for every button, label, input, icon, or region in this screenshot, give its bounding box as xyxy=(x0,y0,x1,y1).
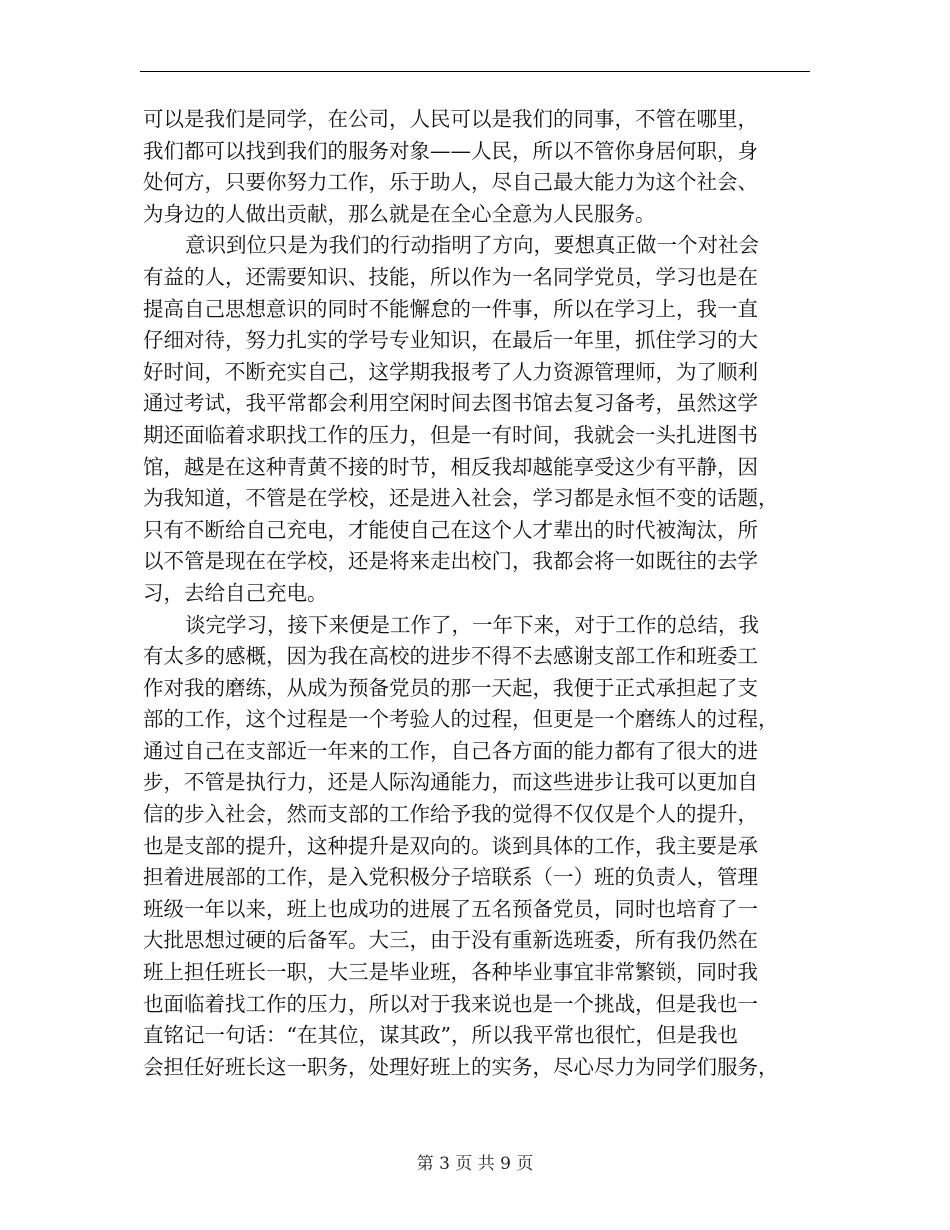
text-line: 班上担任班长一职，大三是毕业班，各种毕业事宜非常繁锁，同时我 xyxy=(143,960,758,985)
text-line: 可以是我们是同学，在公司，人民可以是我们的同事，不管在哪里， xyxy=(143,107,758,131)
page-footer: 第 3 页 共 9 页 xyxy=(416,1154,534,1174)
text-line: 信的步入社会，然而支部的工作给予我的觉得不仅仅是个人的提升， xyxy=(143,802,758,827)
text-line: 通过自己在支部近一年来的工作，自己各方面的能力都有了很大的进 xyxy=(143,738,758,763)
text-line: 处何方，只要你努力工作，乐于助人，尽自己最大能力为这个社会、 xyxy=(143,170,758,195)
text-line: 馆，越是在这种青黄不接的时节，相反我却越能享受这少有平静，因 xyxy=(143,454,758,479)
text-line: 通过考试，我平常都会利用空闲时间去图书馆去复习备考，虽然这学 xyxy=(143,391,758,416)
text-line: 仔细对待，努力扎实的学号专业知识，在最后一年里，抓住学习的大 xyxy=(143,328,758,353)
text-line: 也是支部的提升，这种提升是双向的。谈到具体的工作，我主要是承 xyxy=(143,833,758,858)
paragraph xyxy=(143,610,813,1084)
text-line: 为我知道，不管是在学校，还是进入社会，学习都是永恒不变的话题， xyxy=(143,486,779,511)
text-line: 有益的人，还需要知识、技能，所以作为一名同学党员，学习也是在 xyxy=(143,264,758,289)
text-line: 为身边的人做出贡献，那么就是在全心全意为人民服务。 xyxy=(143,201,656,226)
text-line: 也面临着找工作的压力，所以对于我来说也是一个挑战，但是我也一 xyxy=(143,991,758,1016)
text-line: 只有不断给自己充电，才能使自己在这个人才辈出的时代被淘汰，所 xyxy=(143,517,758,542)
text-line: 会担任好班长这一职务，处理好班上的实务，尽心尽力为同学们服务， xyxy=(143,1054,779,1079)
text-line: 作对我的磨练，从成为预备党员的那一天起，我便于正式承担起了支 xyxy=(143,675,758,700)
text-line: 有太多的感概，因为我在高校的进步不得不去感谢支部工作和班委工 xyxy=(143,644,758,669)
text-line: 好时间，不断充实自己，这学期我报考了人力资源管理师，为了顺利 xyxy=(143,359,758,384)
paragraph xyxy=(143,230,813,609)
text-line: 期还面临着求职找工作的压力，但是一有时间，我就会一头扎进图书 xyxy=(143,422,758,447)
text-line: 直铭记一句话：“在其位，谋其政”，所以我平常也很忙，但是我也 xyxy=(143,1023,738,1048)
text-line: 意识到位只是为我们的行动指明了方向，要想真正做一个对社会 xyxy=(185,233,759,258)
text-line: 习，去给自己充电。 xyxy=(143,580,328,605)
body-text xyxy=(143,104,813,1083)
header-rule xyxy=(140,71,810,72)
text-line: 步，不管是执行力，还是人际沟通能力，而这些进步让我可以更加自 xyxy=(143,770,758,795)
text-line: 提高自己思想意识的同时不能懈怠的一件事，所以在学习上，我一直 xyxy=(143,296,758,321)
text-line: 我们都可以找到我们的服务对象——人民，所以不管你身居何职，身 xyxy=(143,138,758,163)
text-line: 担着进展部的工作，是入党积极分子培联系（一）班的负责人，管理 xyxy=(143,865,758,890)
text-line: 班级一年以来，班上也成功的进展了五名预备党员，同时也培育了一 xyxy=(143,896,758,921)
text-line: 谈完学习，接下来便是工作了，一年下来，对于工作的总结，我 xyxy=(185,612,759,637)
paragraph xyxy=(143,104,813,230)
text-line: 部的工作，这个过程是一个考验人的过程，但更是一个磨练人的过程， xyxy=(143,707,779,732)
text-line: 以不管是现在在学校，还是将来走出校门，我都会将一如既往的去学 xyxy=(143,549,758,574)
text-line: 大批思想过硬的后备军。大三，由于没有重新选班委，所有我仍然在 xyxy=(143,928,758,953)
